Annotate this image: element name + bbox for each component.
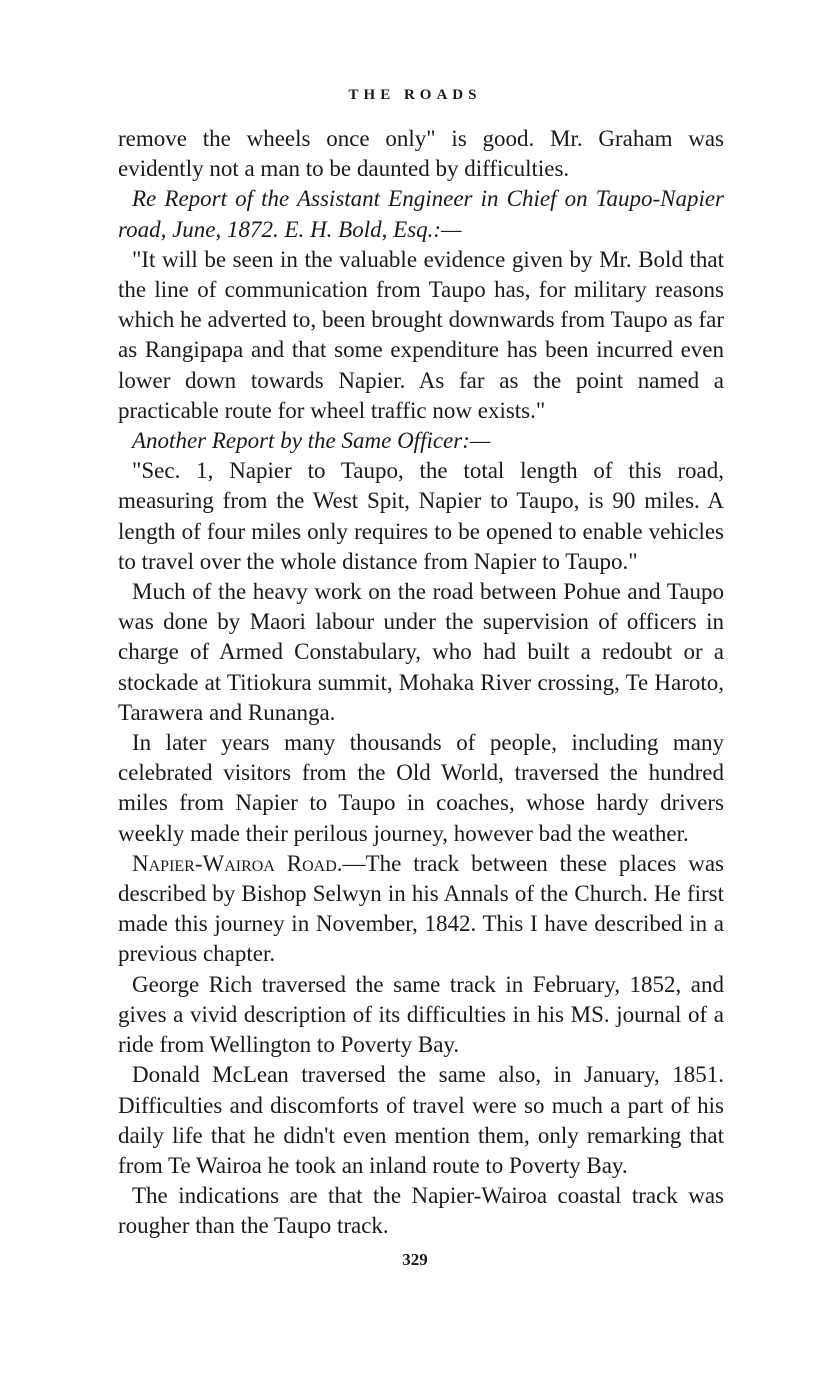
paragraph: In later years many thousands of people, including many celebrated visitors from the Old World, traversed the hundred miles from Napier to Taupo in coaches, whose hardy drivers weekly made their perilous journey, however bad the weather. [118,730,724,846]
running-head: THE ROADS [348,87,482,103]
paragraph: Donald McLean traversed the same also, in January, 1851. Difficulties and discomforts of travel were so much a part of his daily life that he didn't even mention them, only remarking that from Te Wairoa he took an inland route to Poverty Bay. [118,1062,724,1178]
quote-paragraph: "Sec. 1, Napier to Taupo, the total length of this road, measuring from the West Spit, Napier to Taupo, is 90 miles. A length of four miles only requires to be opened to enable vehicles to travel over the whole distance from Napier to Taupo." [118,458,724,574]
page-number: 329 [402,1250,428,1269]
section-text: —The track between these places was described by Bishop Selwyn in his Annals of the Church. He first made this journey in November, 1842. This I have described in a previous chapter. [118,850,724,967]
paragraph: Much of the heavy work on the road between Pohue and Taupo was done by Maori labour under the supervision of officers in charge of Armed Constabulary, who had built a redoubt or a stockade at Titiokura summit, Mohaka River crossing, Te Haroto, Tarawera and Runanga. [118,579,724,725]
quote-paragraph: "It will be seen in the valuable evidence given by Mr. Bold that the line of communication from Taupo has, for military reasons which he adverted to, been brought downwards from Taupo as far as Rangipapa and that some expenditure has been incurred even lower down towards Napier. As far as the point named a practicable route for wheel traffic now exists." [118,246,724,423]
paragraph: The indications are that the Napier-Wairoa coastal track was rougher than the Taupo track. [118,1183,724,1239]
paragraph: George Rich traversed the same track in February, 1852, and gives a vivid description of its difficulties in his MS. journal of a ride from Wellington to Poverty Bay. [118,971,724,1058]
report-heading: Another Report by the Same Officer:— [132,428,491,454]
section-paragraph [118,849,724,970]
section-heading: Napier-Wairoa Road. [132,850,343,876]
body-text [118,124,724,1242]
report-heading: Re Report of the Assistant Engineer in Chief on Taupo-Napier road, June, 1872. E. H. Bold, Esq.:— [118,186,724,242]
paragraph-continuation: remove the wheels once only" is good. Mr. Graham was evidently not a man to be daunted by difficulties. [118,126,724,182]
